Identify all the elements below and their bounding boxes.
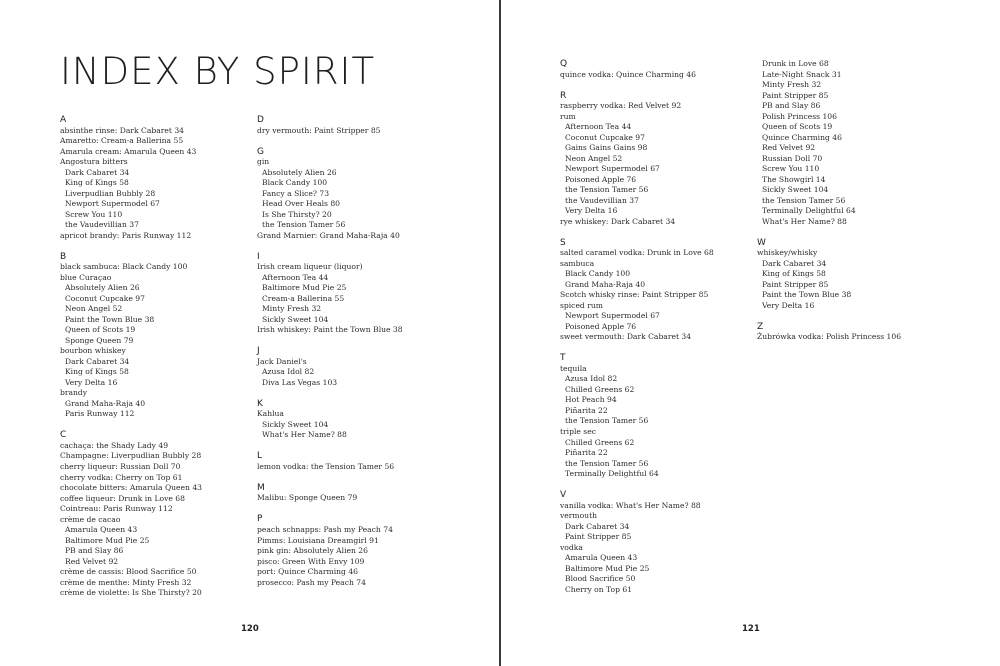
index-subentry: The Showgirl 14 [762,174,826,184]
index-subentry: Baltimore Mud Pie 25 [262,283,347,293]
index-subentry: Absolutely Alien 26 [65,283,140,293]
index-subentry: Sickly Sweet 104 [262,419,329,429]
index-entry: coffee liqueur: Drunk in Love 68 [60,493,185,503]
index-subentry: Hot Peach 94 [565,395,617,405]
index-entry: Cointreau: Paris Runway 112 [60,504,173,514]
section-letter: C [60,430,67,441]
index-subentry: Cherry on Top 61 [565,584,633,594]
index-subentry: the Tension Tamer 56 [565,458,649,468]
index-subentry: Paint Stripper 85 [565,532,632,542]
index-section [757,322,952,343]
index-entry: Kahlua [257,409,284,419]
index-column-2 [257,115,452,599]
index-entry: quince vodka: Quince Charming 46 [560,69,696,79]
index-section [257,399,452,441]
index-subentry: Paint Stripper 85 [762,90,829,100]
index-column-4 [757,59,952,353]
index-section [60,430,255,598]
index-entry: Malibu: Sponge Queen 79 [257,493,358,503]
index-subentry: King of Kings 58 [762,269,826,279]
section-letter: R [560,90,567,101]
index-subentry: Cream-a Ballerina 55 [262,293,345,303]
index-entry: absinthe rinse: Dark Cabaret 34 [60,125,185,135]
section-letter: D [257,115,264,125]
index-entry: raspberry vodka: Red Velvet 92 [560,101,682,111]
index-entry: crème de menthe: Minty Fresh 32 [60,577,192,587]
index-entry: Grand Marnier: Grand Maha-Raja 40 [257,230,400,240]
index-subentry: Grand Maha-Raja 40 [565,279,646,289]
index-section [560,59,755,80]
index-section [257,252,452,336]
index-subentry: Diva Las Vegas 103 [262,377,338,387]
index-subentry: Screw You 110 [65,209,123,219]
index-subentry: King of Kings 58 [65,178,129,188]
index-subentry: Sickly Sweet 104 [762,185,829,195]
section-letter: J [257,346,260,357]
index-subentry: the Vaudevillian 37 [565,195,639,205]
section-letter: Q [560,59,568,69]
index-entry: Angostura bitters [60,157,128,167]
index-subentry: Black Candy 100 [565,269,631,279]
index-entry: cherry vodka: Cherry on Top 61 [60,472,183,482]
index-section [60,252,255,420]
section-letter: L [257,451,263,462]
index-subentry: Coconut Cupcake 97 [65,293,145,303]
index-section [60,115,255,241]
index-subentry: Neon Angel 52 [65,304,123,314]
index-subentry: Late-Night Snack 31 [762,69,842,79]
index-entry: gin [257,157,270,167]
index-entry: Irish cream liqueur (liquor) [257,262,363,272]
index-entry: black sambuca: Black Candy 100 [60,262,188,272]
index-entry: tequila [560,363,587,373]
index-subentry: Paint the Town Blue 38 [65,314,155,324]
index-subentry: Chilled Greens 62 [565,384,635,394]
index-subentry: Queen of Scots 19 [65,325,136,335]
index-subentry: Dark Cabaret 34 [565,521,630,531]
index-subentry: Absolutely Alien 26 [262,167,337,177]
index-entry: triple sec [560,427,596,436]
index-subentry: Newport Supermodel 67 [565,164,660,174]
section-letter: M [257,482,265,493]
index-subentry: Newport Supermodel 67 [65,199,160,209]
section-letter: P [257,514,263,525]
index-subentry: What's Her Name? 88 [262,430,347,440]
index-subentry: Newport Supermodel 67 [565,311,660,321]
index-entry: chocolate bitters: Amarula Queen 43 [60,483,203,493]
index-subentry: Neon Angel 52 [565,153,623,163]
index-entry: Żubrówka vodka: Polish Princess 106 [757,332,902,342]
index-subentry: Chilled Greens 62 [565,437,635,447]
index-entry: Pimms: Louisiana Dreamgirl 91 [257,535,379,545]
index-subentry: Piñarita 22 [565,405,608,415]
index-subentry: Minty Fresh 32 [262,304,322,314]
index-section [257,147,452,242]
index-subentry: Amarula Queen 43 [565,553,638,563]
index-subentry: Dark Cabaret 34 [65,356,130,366]
index-entry: Irish whiskey: Paint the Town Blue 38 [257,325,403,335]
index-entry: port: Quince Charming 46 [257,567,358,577]
index-section [560,238,755,343]
index-subentry: the Tension Tamer 56 [565,416,649,426]
index-section [757,59,952,227]
index-subentry: Very Delta 16 [565,206,618,216]
index-subentry: Afternoon Tea 44 [262,272,329,282]
index-entry: vodka [560,542,583,552]
right-page [501,0,1000,666]
index-entry: Amarula cream: Amarula Queen 43 [60,146,197,156]
page-number-left: 120 [241,624,259,634]
index-entry: brandy [60,388,88,398]
index-section [757,238,952,312]
index-entry: salted caramel vodka: Drunk in Love 68 [560,248,714,258]
index-subentry: Azusa Idol 82 [565,374,618,384]
index-section [257,346,452,388]
index-subentry: Paris Runway 112 [65,409,135,419]
index-entry: peach schnapps: Pash my Peach 74 [257,525,393,534]
section-letter: B [60,251,67,262]
index-subentry: Coconut Cupcake 97 [565,132,645,142]
index-column-1 [60,115,255,609]
index-section [257,451,452,472]
section-letter: A [60,115,67,125]
index-subentry: Black Candy 100 [262,178,328,188]
index-subentry: Gains Gains Gains 98 [565,143,648,153]
index-subentry: Azusa Idol 82 [262,367,315,377]
index-subentry: Screw You 110 [762,164,820,174]
index-subentry: Paint the Town Blue 38 [762,290,852,300]
index-section [560,91,755,228]
page-number-right: 121 [742,624,760,634]
index-subentry: Dark Cabaret 34 [65,167,130,177]
index-entry: blue Curaçao [60,272,112,282]
index-subentry: Minty Fresh 32 [762,80,822,90]
index-entry: Scotch whisky rinse: Paint Stripper 85 [560,290,709,300]
index-subentry: Dark Cabaret 34 [762,258,827,268]
index-entry: crème de cassis: Blood Sacrifice 50 [60,567,197,577]
index-subentry: Paint Stripper 85 [762,279,829,289]
section-letter: Z [757,321,764,332]
index-subentry: Piñarita 22 [565,448,608,458]
index-entry: crème de cacao [60,514,121,524]
index-entry: pink gin: Absolutely Alien 26 [257,546,368,556]
index-subentry: Baltimore Mud Pie 25 [65,535,150,545]
index-subentry: Terminally Delightful 64 [565,469,659,479]
index-subentry: Blood Sacrifice 50 [565,574,636,584]
index-subentry: Polish Princess 106 [762,111,837,121]
index-subentry: Sickly Sweet 104 [262,314,329,324]
index-subentry: Baltimore Mud Pie 25 [565,563,650,573]
index-entry: rum [560,111,576,121]
index-subentry: the Tension Tamer 56 [262,220,346,230]
index-subentry: Is She Thirsty? 20 [262,209,332,219]
index-entry: prosecco: Pash my Peach 74 [257,577,366,587]
section-letter: G [257,146,264,157]
index-subentry: Drunk in Love 68 [762,59,829,68]
index-entry: Amaretto: Cream-a Ballerina 55 [60,136,184,146]
index-subentry: Grand Maha-Raja 40 [65,398,146,408]
section-letter: I [257,251,260,262]
index-subentry: Very Delta 16 [762,300,815,310]
page-title: INDEX BY SPIRIT [60,50,376,93]
index-subentry: Amarula Queen 43 [65,525,138,535]
index-subentry: Poisoned Apple 76 [565,321,637,331]
section-letter: S [560,237,566,248]
index-section [257,514,452,588]
index-subentry: Queen of Scots 19 [762,122,833,132]
index-section [560,353,755,479]
index-entry: whiskey/whisky [757,248,818,258]
index-entry: pisco: Green With Envy 109 [257,556,365,566]
index-entry: apricot brandy: Paris Runway 112 [60,230,192,240]
index-entry: Champagne: Liverpudlian Bubbly 28 [60,451,202,461]
index-section [560,490,755,595]
index-subentry: Poisoned Apple 76 [565,174,637,184]
index-entry: vanilla vodka: What's Her Name? 88 [560,500,701,510]
index-subentry: Terminally Delightful 64 [762,206,856,216]
index-entry: cachaça: the Shady Lady 49 [60,440,169,450]
index-subentry: the Tension Tamer 56 [762,195,846,205]
index-subentry: the Vaudevillian 37 [65,220,139,230]
index-subentry: Red Velvet 92 [762,143,816,153]
section-letter: W [757,237,766,248]
index-subentry: Head Over Heals 80 [262,199,341,209]
index-entry: bourbon whiskey [60,346,126,356]
index-subentry: Liverpudlian Bubbly 28 [65,188,156,198]
index-entry: crème de violette: Is She Thirsty? 20 [60,588,202,598]
index-column-3 [560,59,755,606]
index-subentry: PB and Slay 86 [762,101,821,111]
section-letter: K [257,398,263,409]
index-subentry: Russian Doll 70 [762,153,823,163]
index-entry: rye whiskey: Dark Cabaret 34 [560,216,676,226]
index-entry: cherry liqueur: Russian Doll 70 [60,461,181,471]
index-subentry: PB and Slay 86 [65,546,124,556]
index-entry: dry vermouth: Paint Stripper 85 [257,125,381,135]
index-entry: vermouth [560,511,598,521]
index-subentry: Very Delta 16 [65,377,118,387]
index-subentry: What's Her Name? 88 [762,216,847,226]
index-subentry: Red Velvet 92 [65,556,119,566]
index-entry: Jack Daniel's [257,356,307,366]
index-entry: sweet vermouth: Dark Cabaret 34 [560,332,692,342]
index-subentry: King of Kings 58 [65,367,129,377]
section-letter: V [560,490,567,501]
index-section [257,483,452,504]
index-entry: sambuca [560,258,595,268]
index-subentry: the Tension Tamer 56 [565,185,649,195]
index-entry: lemon vodka: the Tension Tamer 56 [257,461,395,471]
index-section [257,115,452,136]
index-subentry: Sponge Queen 79 [65,335,134,345]
index-entry: spiced rum [560,300,603,310]
index-subentry: Quince Charming 46 [762,132,842,142]
index-subentry: Afternoon Tea 44 [565,122,632,132]
index-subentry: Fancy a Slice? 73 [262,188,330,198]
section-letter: T [560,353,566,364]
